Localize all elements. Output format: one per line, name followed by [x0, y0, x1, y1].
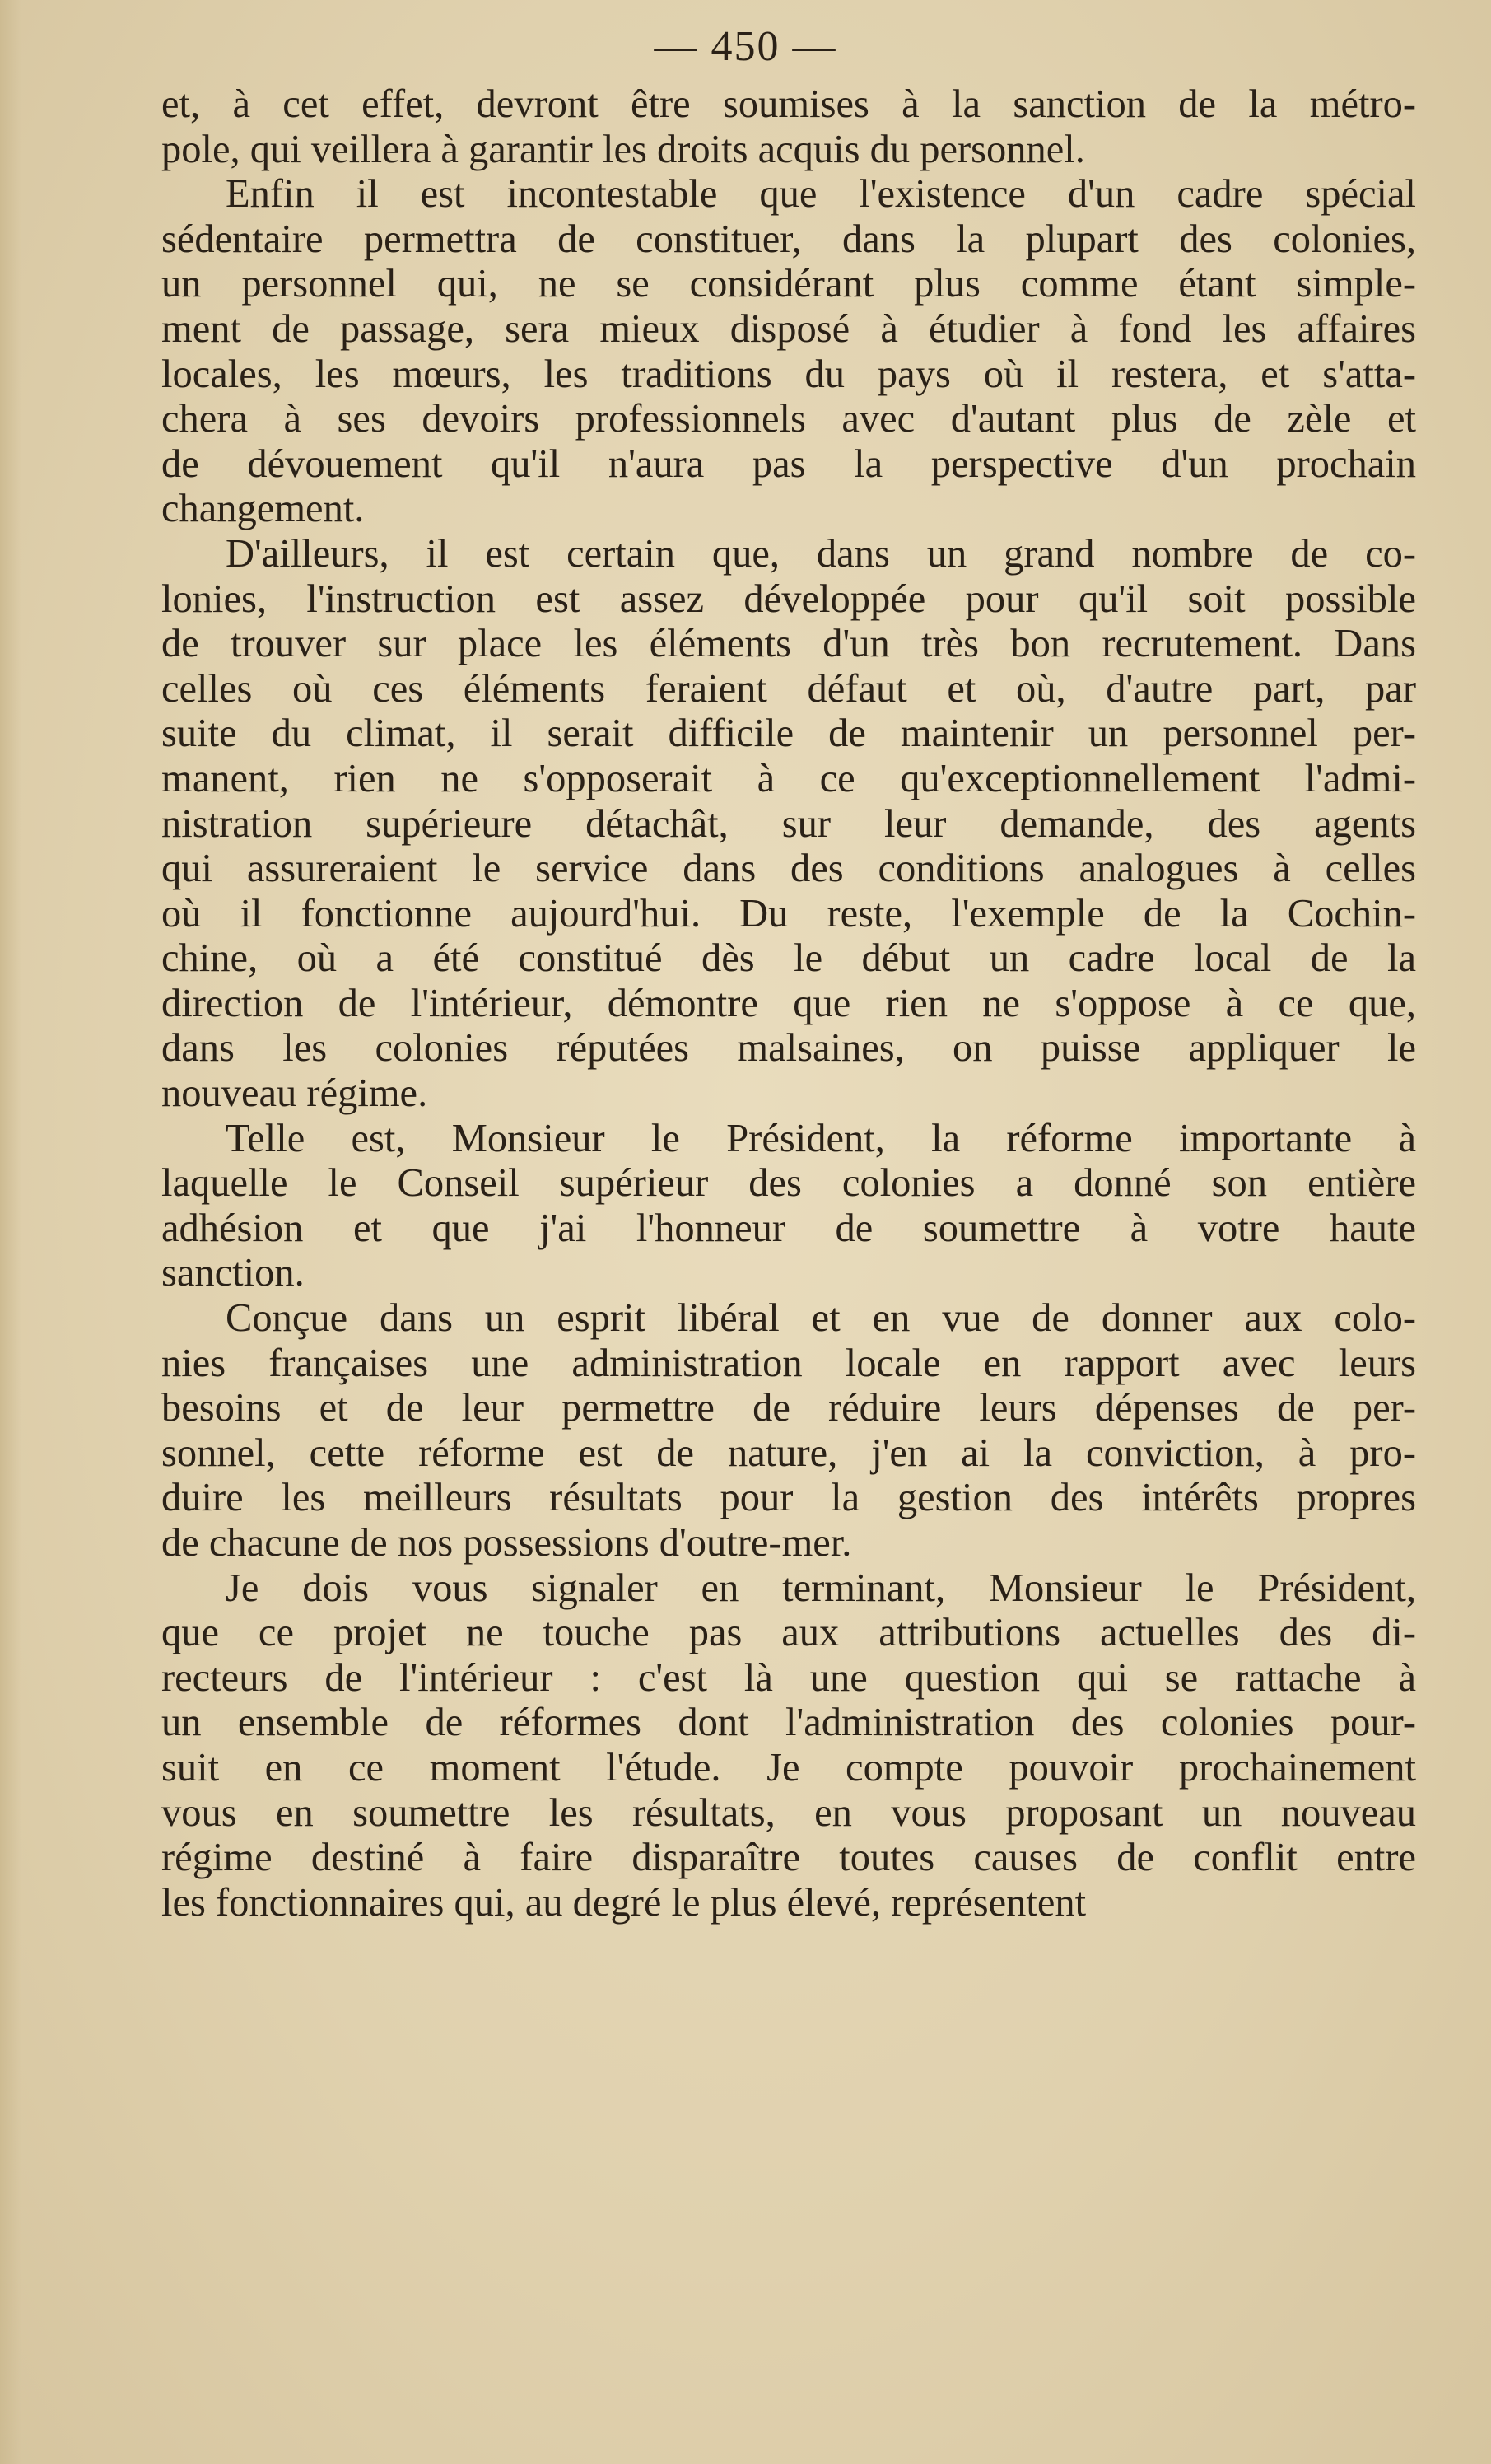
text-line: suit en ce moment l'étude. Je compte pouvoir prochainement: [161, 1745, 1416, 1790]
text-line: direction de l'intérieur, démontre que rien ne s'oppose à ce que,: [161, 981, 1416, 1025]
text-line: nouveau régime.: [161, 1071, 428, 1116]
paragraph: [161, 1566, 1416, 1926]
text-line: duire les meilleurs résultats pour la gestion des intérêts propres: [161, 1476, 1416, 1520]
text-line: ment de passage, sera mieux disposé à étudier à fond les affaires: [161, 306, 1416, 351]
paragraph: [161, 532, 1416, 1117]
text-line: et, à cet effet, devront être soumises à la sanction de la métro-: [161, 82, 1416, 126]
text-line: vous en soumettre les résultats, en vous proposant un nouveau: [161, 1790, 1416, 1835]
text-line: Je dois vous signaler en terminant, Monsieur le Président,: [226, 1566, 1416, 1610]
text-line: un personnel qui, ne se considérant plus comme étant simple-: [161, 262, 1416, 306]
text-line: qui assureraient le service dans des conditions analogues à celles: [161, 847, 1416, 891]
text-line: manent, rien ne s'opposerait à ce qu'exceptionnellement l'admi-: [161, 756, 1416, 800]
text-line: Telle est, Monsieur le Président, la réforme importante à: [226, 1116, 1416, 1160]
paragraph: [161, 1296, 1416, 1566]
paragraph: [161, 82, 1416, 172]
text-line: Conçue dans un esprit libéral et en vue de donner aux colo-: [226, 1296, 1416, 1341]
text-line: de trouver sur place les éléments d'un très bon recrutement. Dans: [161, 622, 1416, 666]
text-line: changement.: [161, 487, 365, 531]
text-line: recteurs de l'intérieur : c'est là une question qui se rattache à: [161, 1655, 1416, 1700]
text-line: de chacune de nos possessions d'outre-mer.: [161, 1521, 852, 1565]
text-line: celles où ces éléments feraient défaut et où, d'autre part, par: [161, 666, 1416, 711]
text-line: nistration supérieure détachât, sur leur demande, des agents: [161, 801, 1416, 846]
text-line: laquelle le Conseil supérieur des colonies a donné son entière: [161, 1161, 1416, 1206]
text-line: dans les colonies réputées malsaines, on puisse appliquer le: [161, 1026, 1416, 1071]
text-line: que ce projet ne touche pas aux attributions actuelles des di-: [161, 1611, 1416, 1655]
text-line: Enfin il est incontestable que l'existence d'un cadre spécial: [226, 172, 1416, 217]
text-line: lonies, l'instruction est assez développée pour qu'il soit possible: [161, 576, 1416, 621]
body-text: [161, 82, 1416, 1925]
text-line: les fonctionnaires qui, au degré le plus élevé, représentent: [161, 1880, 1087, 1925]
text-line: sonnel, cette réforme est de nature, j'en ai la conviction, à pro-: [161, 1430, 1416, 1475]
text-line: D'ailleurs, il est certain que, dans un grand nombre de co-: [226, 531, 1416, 576]
text-line: régime destiné à faire disparaître toutes causes de conflit entre: [161, 1836, 1416, 1880]
text-line: sédentaire permettra de constituer, dans la plupart des colonies,: [161, 217, 1416, 261]
text-line: suite du climat, il serait difficile de maintenir un personnel per-: [161, 712, 1416, 756]
text-line: chera à ses devoirs professionnels avec d'autant plus de zèle et: [161, 397, 1416, 441]
text-line: sanction.: [161, 1251, 305, 1295]
paragraph: [161, 1117, 1416, 1296]
text-line: chine, où a été constitué dès le début un cadre local de la: [161, 936, 1416, 981]
paragraph: [161, 172, 1416, 532]
page-number: — 450 —: [654, 23, 837, 70]
page-gutter-shadow: [0, 0, 21, 2464]
text-line: de dévouement qu'il n'aura pas la perspective d'un prochain: [161, 441, 1416, 486]
text-line: où il fonctionne aujourd'hui. Du reste, l'exemple de la Cochin-: [161, 891, 1416, 936]
text-line: pole, qui veillera à garantir les droits acquis du personnel.: [161, 127, 1085, 171]
text-line: besoins et de leur permettre de réduire leurs dépenses de per-: [161, 1386, 1416, 1430]
text-line: nies françaises une administration locale en rapport avec leurs: [161, 1341, 1416, 1385]
text-line: un ensemble de réformes dont l'administration des colonies pour-: [161, 1701, 1416, 1745]
text-line: locales, les mœurs, les traditions du pays où il restera, et s'atta-: [161, 352, 1416, 396]
text-line: adhésion et que j'ai l'honneur de soumettre à votre haute: [161, 1206, 1416, 1250]
